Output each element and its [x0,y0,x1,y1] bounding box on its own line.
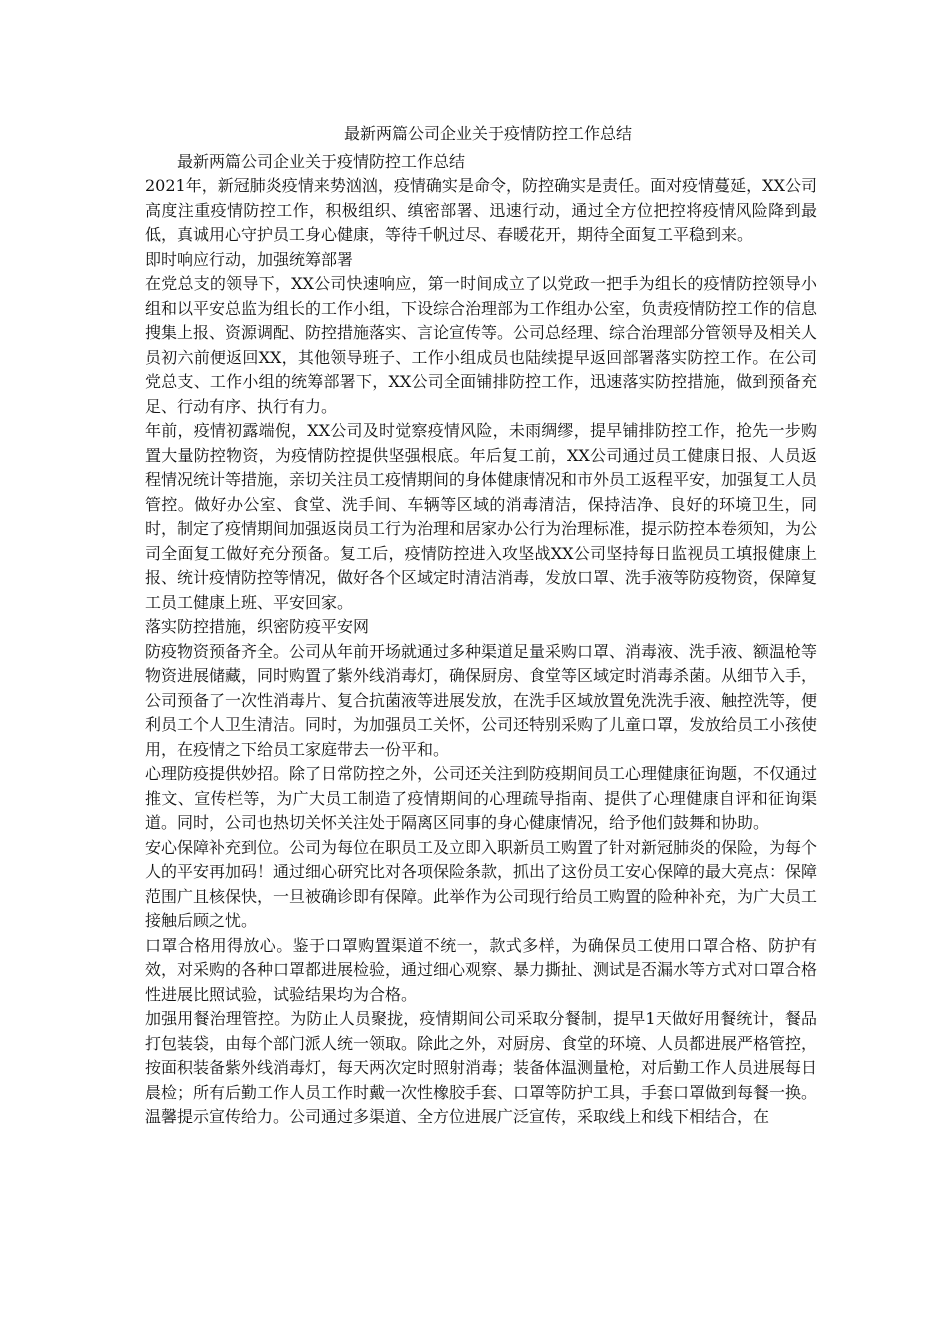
document-body [145,174,817,1130]
body-paragraph: 年前，疫情初露端倪，XX公司及时觉察疫情风险，未雨绸缪，提早铺排防控工作，抢先一步购置大量防控物资，为疫情防控提供坚强根底。年后复工前，XX公司通过员工健康日报、人员返程情况统计等措施，亲切关注员工疫情期间的身体健康情况和市外员工返程平安，加强复工人员管控。做好办公室、食堂、洗手间、车辆等区域的消毒清洁，保持洁净、良好的环境卫生，同时，制定了疫情期间加强返岗员工行为治理和居家办公行为治理标准，提示防控本卷须知，为公司全面复工做好充分预备。复工后，疫情防控进入攻坚战XX公司坚持每日监视员工填报健康上报、统计疫情防控等情况，做好各个区域定时清洁消毒，发放口罩、洗手液等防疫物资，保障复工员工健康上班、平安回家。 [145,421,818,612]
body-paragraph: 2021年，新冠肺炎疫情来势汹汹，疫情确实是命令，防控确实是责任。面对疫情蔓延，XX公司高度注重疫情防控工作，积极组织、缜密部署、迅速行动，通过全方位把控将疫情风险降到最低，真诚用心守护员工身心健康，等待千帆过尽、春暖花开，期待全面复工平稳到来。 [145,176,817,244]
body-paragraph: 心理防疫提供妙招。除了日常防控之外，公司还关注到防疫期间员工心理健康征询题，不仅通过推文、宣传栏等，为广大员工制造了疫情期间的心理疏导指南、提供了心理健康自评和征询渠道。同时，公司也热切关怀关注处于隔离区同事的身心健康情况，给予他们鼓舞和协助。 [145,764,818,832]
section-heading: 落实防控措施，织密防疫平安网 [145,617,370,636]
body-paragraph: 在党总支的领导下，XX公司快速响应，第一时间成立了以党政一把手为组长的疫情防控领导小组和以平安总监为组长的工作小组，下设综合治理部为工作组办公室，负责疫情防控工作的信息搜集上报、资源调配、防控措施落实、言论宣传等。公司总经理、综合治理部分管领导及相关人员初六前便返回XX，其他领导班子、工作小组成员也陆续提早返回部署落实防控工作。在公司党总支、工作小组的统筹部署下，XX公司全面铺排防控工作，迅速落实防控措施，做到预备充足、行动有序、执行有力。 [145,274,818,416]
document-subtitle: 最新两篇公司企业关于疫情防控工作总结 [177,152,466,171]
body-paragraph: 防疫物资预备齐全。公司从年前开场就通过多种渠道足量采购口罩、消毒液、洗手液、额温枪等物资进展储藏，同时购置了紫外线消毒灯，确保厨房、食堂等区域定时消毒杀菌。从细节入手，公司预备了一次性消毒片、复合抗菌液等进展发放，在洗手区域放置免洗洗手液、触控洗等，便利员工个人卫生清洁。同时，为加强员工关怀，公司还特别采购了儿童口罩，发放给员工小孩使用，在疫情之下给员工家庭带去一份平和。 [145,641,818,759]
body-paragraph: 安心保障补充到位。公司为每位在职员工及立即入职新员工购置了针对新冠肺炎的保险，为每个人的平安再加码！通过细心研究比对各项保险条款，抓出了这份员工安心保障的最大亮点：保障范围广且核保快，一旦被确诊即有保障。此举作为公司现行给员工购置的险种补充，为广大员工接触后顾之忧。 [145,837,818,930]
body-paragraph: 口罩合格用得放心。鉴于口罩购置渠道不统一，款式多样，为确保员工使用口罩合格、防护有效，对采购的各种口罩都进展检验，通过细心观察、暴力撕扯、测试是否漏水等方式对口罩合格性进展比照试验，试验结果均为合格。 [145,935,818,1004]
body-paragraph: 加强用餐治理管控。为防止人员聚拢，疫情期间公司采取分餐制，提早1天做好用餐统计，餐品打包装袋，由每个部门派人统一领取。除此之外，对厨房、食堂的环境、人员都进展严格管控，按面积装备紫外线消毒灯，每天两次定时照射消毒；装备体温测量枪，对后勤工作人员进展每日晨检；所有后勤工作人员工作时戴一次性橡胶手套、口罩等防护工具，手套口罩做到每餐一换。 [145,1009,818,1102]
section-heading: 即时响应行动，加强统筹部署 [145,249,354,269]
document-title: 最新两篇公司企业关于疫情防控工作总结 [343,124,632,143]
document-page [145,122,817,1130]
body-paragraph: 温馨提示宣传给力。公司通过多渠道、全方位进展广泛宣传，采取线上和线下相结合，在 [145,1107,770,1126]
